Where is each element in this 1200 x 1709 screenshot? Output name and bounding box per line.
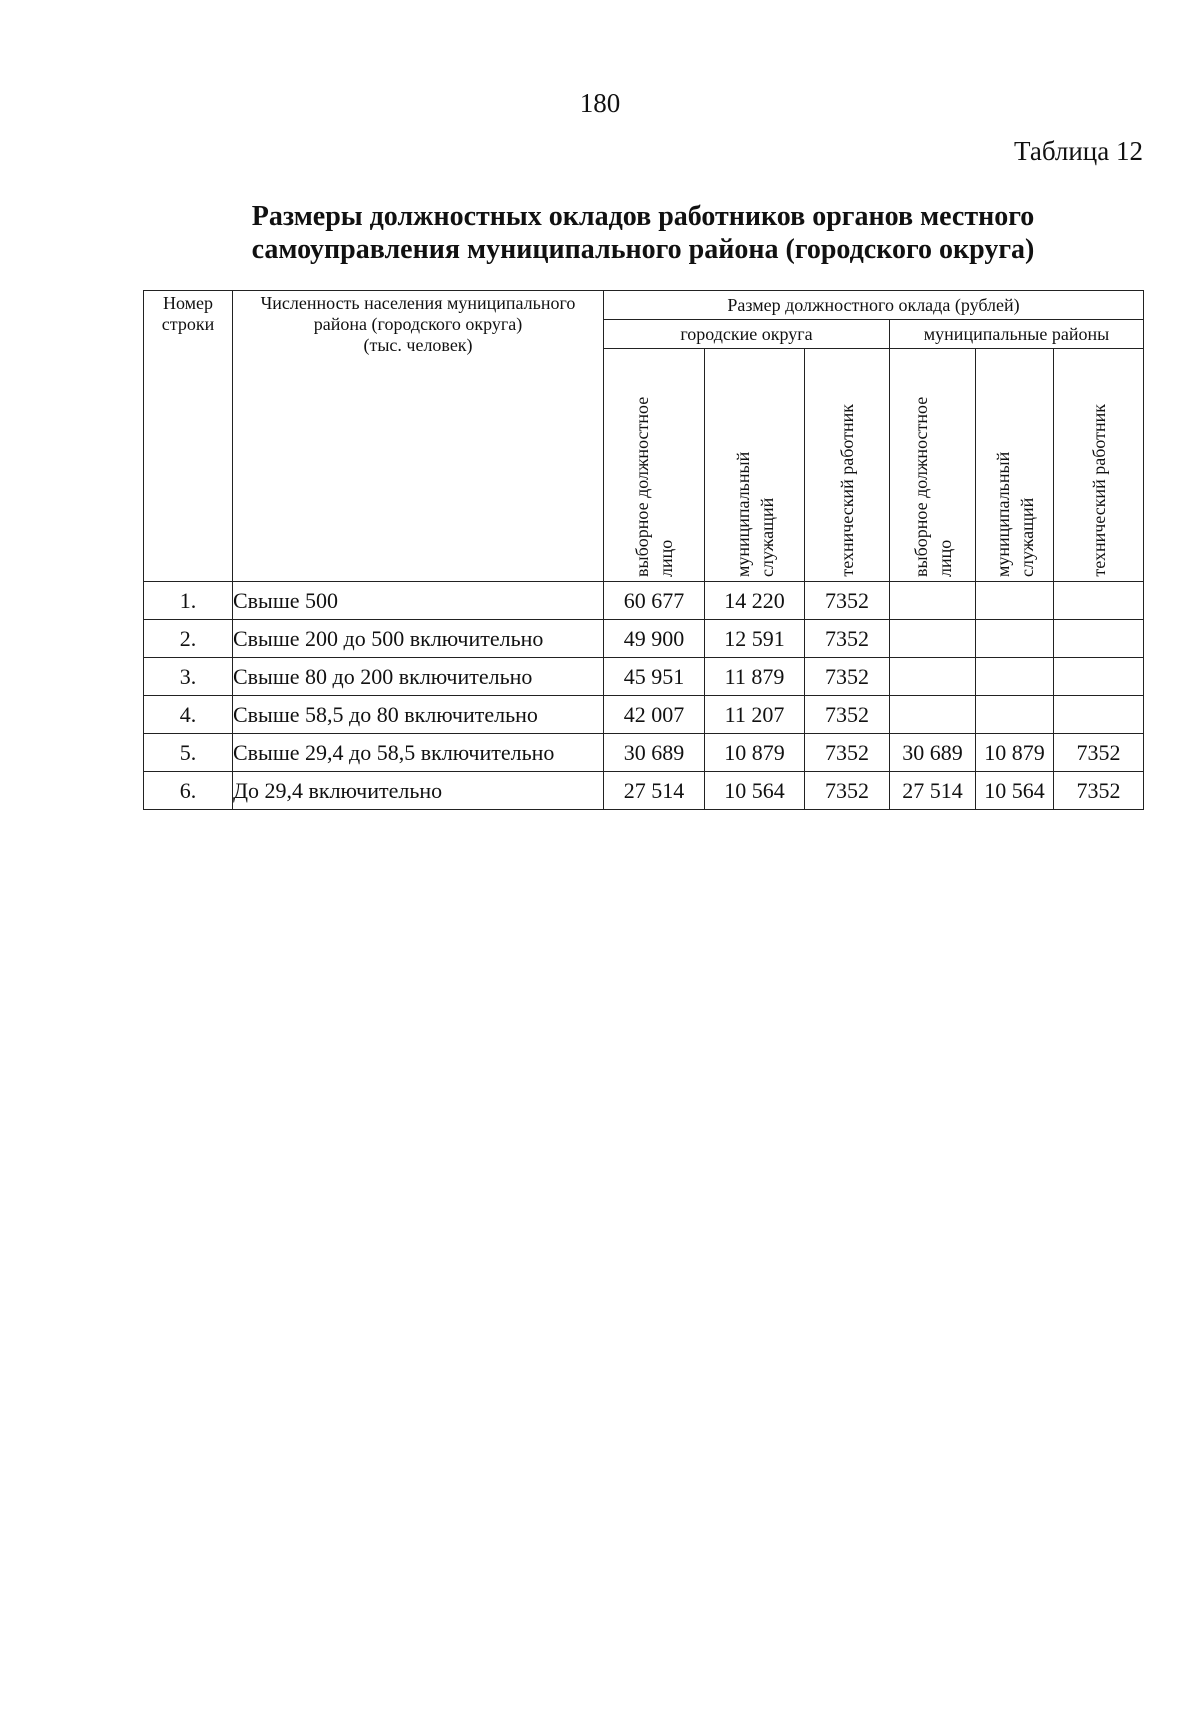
- salary-table: [143, 290, 1144, 810]
- salary-value-cell: 60 677: [604, 582, 705, 620]
- salary-value-cell: 7352: [805, 696, 890, 734]
- header-city-districts: городские округа: [604, 320, 890, 349]
- salary-value-cell: 7352: [1054, 734, 1144, 772]
- header-salary-size: Размер должностного оклада (рублей): [604, 291, 1144, 320]
- row-number-cell: 4.: [144, 696, 233, 734]
- salary-value-cell: 30 689: [604, 734, 705, 772]
- header-col-label: технический работник: [837, 404, 857, 577]
- title-line-1: Размеры должностных окладов работников органов местного: [251, 201, 1035, 232]
- table-row: [144, 620, 1144, 658]
- salary-value-cell: [976, 696, 1054, 734]
- header-population-line-2: района (городского округа): [313, 314, 523, 334]
- title-line-2: самоуправления муниципального района (городского округа): [251, 234, 1035, 265]
- header-row-number: Номер строки: [144, 291, 233, 582]
- table-row: [144, 772, 1144, 810]
- row-number-cell: 6.: [144, 772, 233, 810]
- salary-value-cell: [1054, 620, 1144, 658]
- salary-value-cell: 14 220: [705, 582, 805, 620]
- table-row: [144, 734, 1144, 772]
- row-number-cell: 5.: [144, 734, 233, 772]
- header-population-line-3: (тыс. человек): [363, 335, 473, 355]
- population-cell: Свыше 200 до 500 включительно: [233, 620, 604, 658]
- salary-value-cell: 42 007: [604, 696, 705, 734]
- table-row: [144, 696, 1144, 734]
- salary-value-cell: 10 879: [976, 734, 1054, 772]
- salary-value-cell: 45 951: [604, 658, 705, 696]
- row-number-cell: 1.: [144, 582, 233, 620]
- table-body: [144, 582, 1144, 810]
- population-cell: Свыше 58,5 до 80 включительно: [233, 696, 604, 734]
- salary-value-cell: 7352: [805, 734, 890, 772]
- page-number: 180: [579, 88, 621, 118]
- population-cell: Свыше 80 до 200 включительно: [233, 658, 604, 696]
- salary-value-cell: 12 591: [705, 620, 805, 658]
- salary-value-cell: [890, 696, 976, 734]
- salary-value-cell: [890, 658, 976, 696]
- salary-value-cell: 10 564: [705, 772, 805, 810]
- salary-value-cell: 7352: [805, 772, 890, 810]
- header-col-label: выборное должностное лицо: [632, 396, 676, 577]
- salary-value-cell: [890, 582, 976, 620]
- salary-value-cell: 7352: [1054, 772, 1144, 810]
- header-col-elected-city: [604, 349, 705, 582]
- document-title: [143, 200, 1143, 266]
- header-col-elected-municipal: [890, 349, 976, 582]
- salary-value-cell: 27 514: [890, 772, 976, 810]
- salary-value-cell: [976, 620, 1054, 658]
- salary-value-cell: [1054, 582, 1144, 620]
- salary-value-cell: 30 689: [890, 734, 976, 772]
- header-col-municipal-municipal: [976, 349, 1054, 582]
- population-cell: Свыше 29,4 до 58,5 включительно: [233, 734, 604, 772]
- header-col-label: технический работник: [1088, 404, 1109, 577]
- header-col-technical-city: [805, 349, 890, 582]
- header-population-line-1: Численность населения муниципального: [260, 293, 576, 313]
- salary-value-cell: [976, 582, 1054, 620]
- salary-value-cell: 7352: [805, 582, 890, 620]
- salary-value-cell: 11 207: [705, 696, 805, 734]
- salary-value-cell: 7352: [805, 620, 890, 658]
- salary-value-cell: [1054, 696, 1144, 734]
- salary-value-cell: 27 514: [604, 772, 705, 810]
- table-row: [144, 582, 1144, 620]
- table-row: [144, 658, 1144, 696]
- salary-value-cell: 10 564: [976, 772, 1054, 810]
- row-number-cell: 3.: [144, 658, 233, 696]
- header-col-label: муниципальный служащий: [732, 451, 777, 577]
- salary-value-cell: 11 879: [705, 658, 805, 696]
- population-cell: Свыше 500: [233, 582, 604, 620]
- header-col-label: выборное должностное лицо: [910, 396, 955, 577]
- table-label: Таблица 12: [1014, 136, 1143, 166]
- header-col-municipal-city: [705, 349, 805, 582]
- salary-value-cell: [1054, 658, 1144, 696]
- header-population: [233, 291, 604, 582]
- salary-value-cell: 49 900: [604, 620, 705, 658]
- salary-value-cell: 10 879: [705, 734, 805, 772]
- salary-value-cell: [890, 620, 976, 658]
- salary-value-cell: 7352: [805, 658, 890, 696]
- row-number-cell: 2.: [144, 620, 233, 658]
- header-col-label: муниципальный служащий: [992, 451, 1037, 577]
- salary-value-cell: [976, 658, 1054, 696]
- header-col-technical-municipal: [1054, 349, 1144, 582]
- population-cell: До 29,4 включительно: [233, 772, 604, 810]
- header-municipal-districts: муниципальные районы: [890, 320, 1144, 349]
